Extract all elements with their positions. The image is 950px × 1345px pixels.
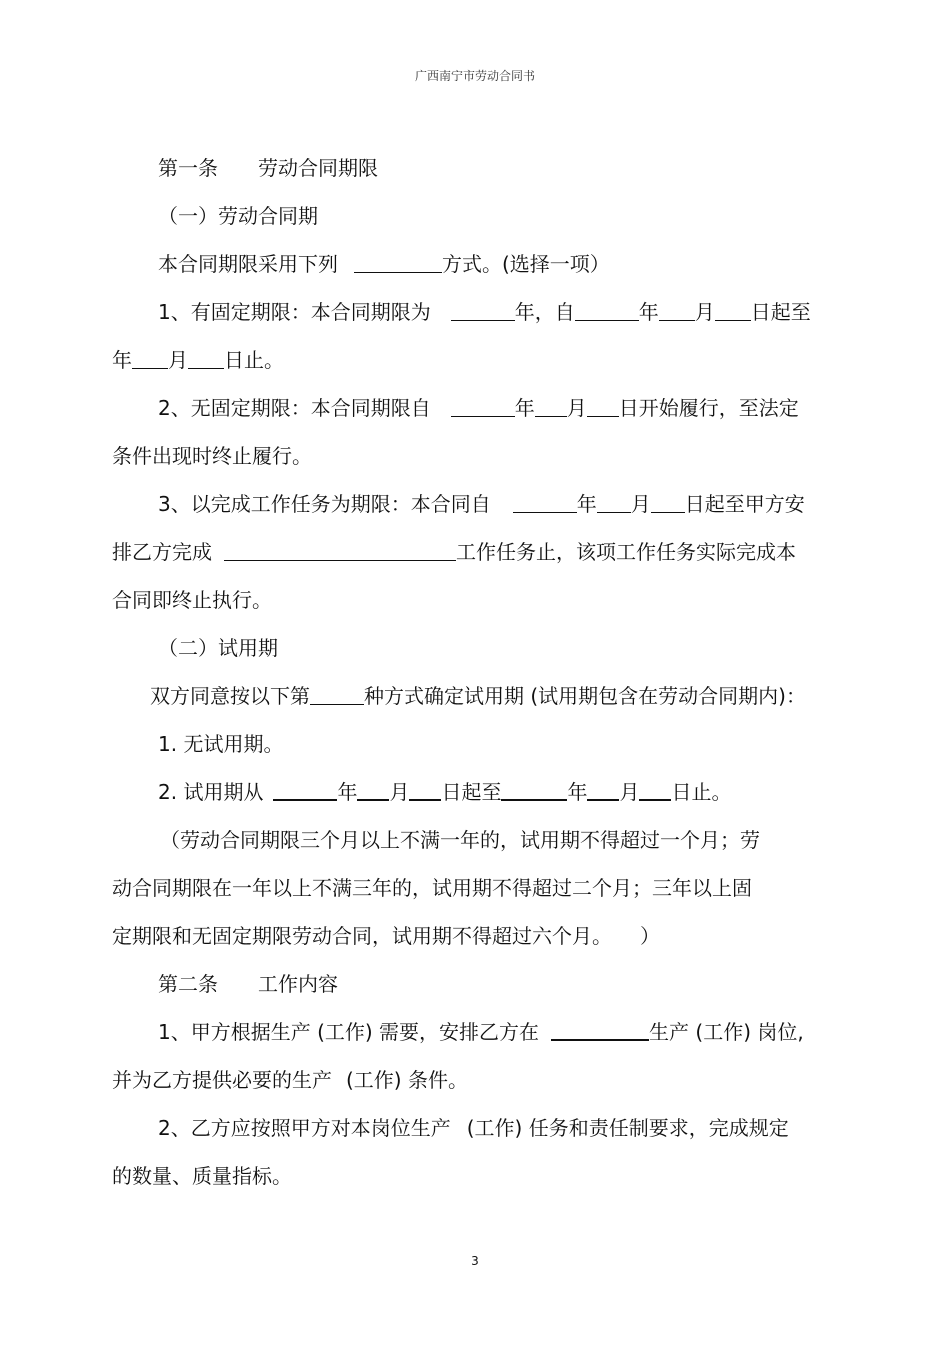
text-segment: 2、乙方应按照甲方对本岗位生产 [158,1116,451,1140]
text-segment: (工作) 条件。 [346,1068,468,1092]
blank-field[interactable] [587,781,619,801]
blank-field[interactable] [310,686,364,705]
blank-field[interactable] [451,398,515,417]
text-line [112,539,796,565]
blank-field[interactable] [551,1021,649,1041]
text-segment: 定期限和无固定期限劳动合同，试用期不得超过六个月。 [112,924,612,948]
text-line: （劳动合同期限三个月以上不满一年的，试用期不得超过一个月；劳 [160,828,760,852]
text-line [112,923,660,949]
text-segment: 年，自 [514,300,575,324]
text-segment: 双方同意按以下第 [150,684,310,708]
blank-field[interactable] [715,302,751,321]
text-segment: 日起至甲方安 [684,492,805,516]
text-segment: 1、有固定期限：本合同期限为 [158,300,431,324]
blank-field[interactable] [224,542,456,561]
text-segment: 年 [112,348,132,372]
article-title: 劳动合同期限 [258,156,378,180]
blank-field[interactable] [132,350,168,369]
text-segment: 年 [638,300,659,324]
text-line [158,491,805,517]
text-segment: 3、以完成工作任务为期限：本合同自 [158,492,491,516]
blank-field[interactable] [188,350,224,369]
text-segment: 年 [567,780,588,804]
text-segment: 2. 试用期从 [158,780,264,804]
text-segment: 工作任务止，该项工作任务实际完成本 [456,540,796,564]
article-number: 第一条 [158,156,218,180]
blank-field[interactable] [535,398,567,417]
blank-field[interactable] [357,781,389,801]
text-segment: ） [640,924,660,948]
text-segment: 日止。 [671,780,732,804]
blank-field[interactable] [659,302,695,321]
text-segment: 日起至 [750,300,811,324]
blank-field[interactable] [513,494,577,513]
text-segment: 月 [619,780,640,804]
text-line [158,1019,804,1045]
text-segment: 月 [168,348,188,372]
article-2-heading [158,971,338,997]
blank-field[interactable] [354,254,442,273]
blank-field[interactable] [639,781,671,801]
blank-field[interactable] [273,781,337,801]
blank-field[interactable] [501,781,567,801]
text-segment: 2、无固定期限：本合同期限自 [158,396,431,420]
text-line: 1. 无试用期。 [158,732,284,756]
text-segment: 本合同期限采用下列 [158,252,338,276]
blank-field[interactable] [597,494,631,513]
text-segment: 并为乙方提供必要的生产 [112,1068,332,1092]
section-1-heading: （一）劳动合同期 [158,204,318,228]
running-header: 广西南宁市劳动合同书 [414,69,535,83]
text-segment: 月 [389,780,410,804]
text-segment: 年 [514,396,535,420]
text-segment: 年 [337,780,358,804]
text-segment: 日止。 [224,348,284,372]
text-segment: 月 [630,492,651,516]
text-line [158,1115,789,1141]
text-line: 条件出现时终止履行。 [112,444,312,468]
blank-field[interactable] [575,302,639,321]
article-title: 工作内容 [258,972,338,996]
text-segment: 月 [694,300,715,324]
blank-field[interactable] [451,302,515,321]
text-segment: 年 [576,492,597,516]
text-line [158,299,811,325]
text-segment: (工作) 任务和责任制要求，完成规定 [466,1116,789,1140]
text-line: 合同即终止执行。 [112,588,272,612]
text-line [112,1067,468,1093]
article-number: 第二条 [158,972,218,996]
article-1-heading [158,155,378,181]
section-2-heading: （二）试用期 [158,636,278,660]
text-segment: 方式。(选择一项） [442,252,610,276]
text-line [158,779,731,805]
text-line [150,683,806,709]
page-number: 3 [471,1254,479,1268]
blank-field[interactable] [587,398,619,417]
text-segment: 月 [566,396,587,420]
text-segment: 日起至 [441,780,502,804]
text-segment: 排乙方完成 [112,540,212,564]
blank-field[interactable] [651,494,685,513]
blank-field[interactable] [409,781,441,801]
text-line [112,347,284,373]
text-segment: 种方式确定试用期 (试用期包含在劳动合同期内)： [364,684,806,708]
text-segment: 1、甲方根据生产 (工作) 需要，安排乙方在 [158,1020,540,1044]
text-segment: 日开始履行，至法定 [618,396,799,420]
text-line [158,395,799,421]
text-segment: 生产 (工作) 岗位, [649,1020,804,1044]
text-line: 动合同期限在一年以上不满三年的，试用期不得超过二个月；三年以上固 [112,876,752,900]
text-line: 的数量、质量指标。 [112,1164,292,1188]
text-line [158,251,610,277]
